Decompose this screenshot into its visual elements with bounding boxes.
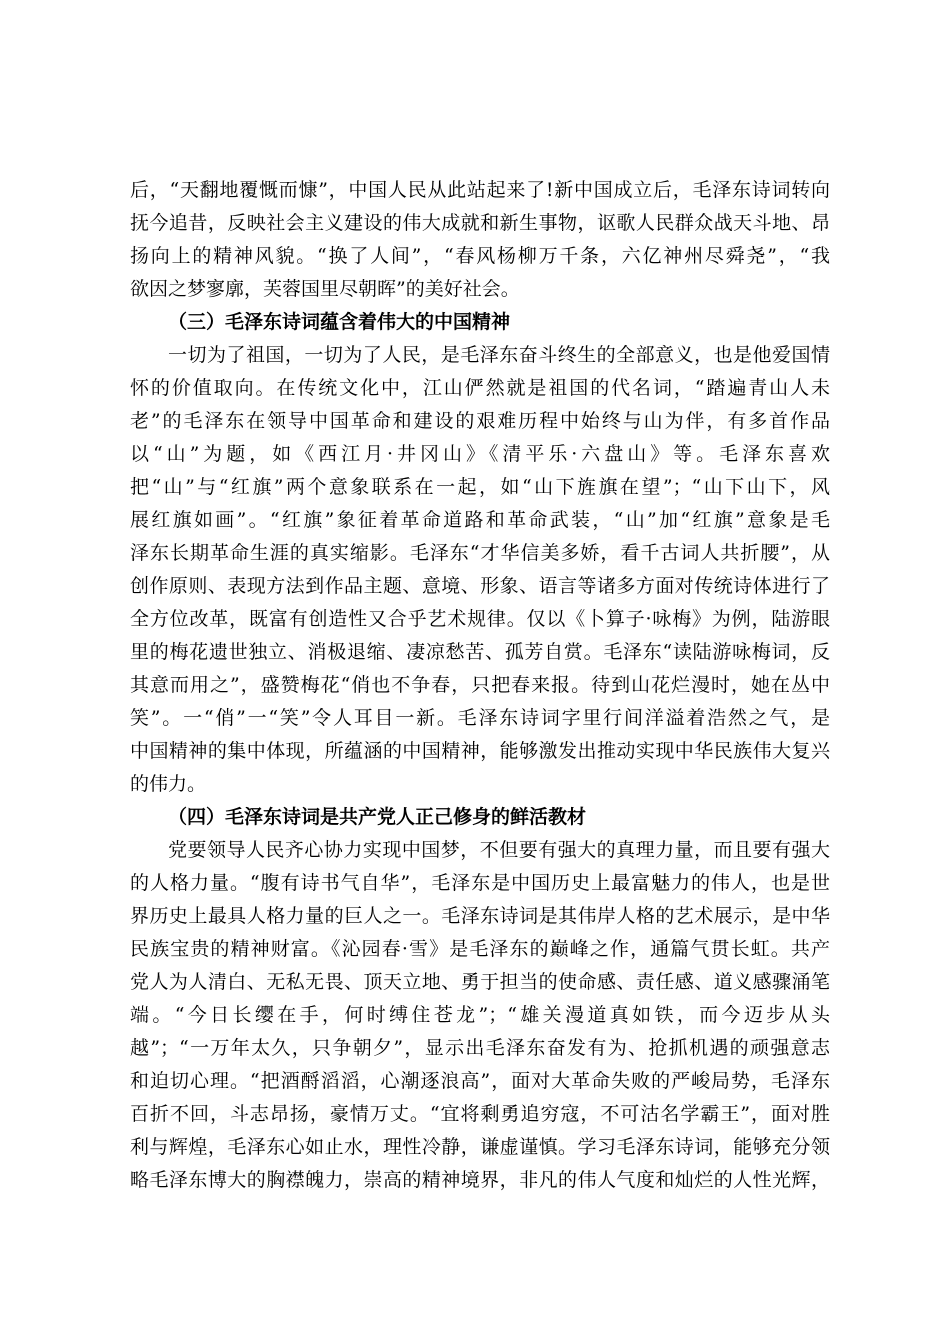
text-line: 的伟力。 (130, 773, 207, 795)
text-line: 其意而用之”，盛赞梅花“俏也不争春，只把春来报。待到山花烂漫时，她在丛中 (130, 674, 830, 696)
text-line: 百折不回，斗志昂扬，豪情万丈。“宜将剩勇追穷寇，不可沽名学霸王”，面对胜 (130, 1103, 830, 1125)
text-line: 民族宝贵的精神财富。《沁园春·雪》是毛泽东的巅峰之作，通篇气贯长虹。共产 (130, 938, 830, 960)
text-line: 笑”。一“俏”一“笑”令人耳目一新。毛泽东诗词字里行间洋溢着浩然之气，是 (130, 707, 830, 729)
text-line: 越”；“一万年太久，只争朝夕”，显示出毛泽东奋发有为、抢抓机遇的顽强意志 (130, 1037, 830, 1059)
text-line: 略毛泽东博大的胸襟魄力，崇高的精神境界，非凡的伟人气度和灿烂的人性光辉， (130, 1169, 830, 1191)
text-line: 创作原则、表现方法到作品主题、意境、形象、语言等诸多方面对传统诗体进行了 (130, 575, 830, 597)
text-line: 里的梅花遗世独立、消极退缩、凄凉愁苦、孤芳自赏。毛泽东“读陆游咏梅词，反 (130, 641, 830, 663)
text-line: 中国精神的集中体现，所蕴涵的中国精神，能够激发出推动实现中华民族伟大复兴 (130, 740, 830, 762)
text-line: 抚今追昔，反映社会主义建设的伟大成就和新生事物，讴歌人民群众战天斗地、昂 (130, 212, 830, 234)
text-line: 利与辉煌，毛泽东心如止水，理性冷静，谦虚谨慎。学习毛泽东诗词，能够充分领 (130, 1136, 830, 1158)
text-line: 的人格力量。“腹有诗书气自华”，毛泽东是中国历史上最富魅力的伟人，也是世 (130, 872, 830, 894)
text-line: 和迫切心理。“把酒酹滔滔，心潮逐浪高”，面对大革命失败的严峻局势，毛泽东 (130, 1070, 830, 1092)
section-heading: （三）毛泽东诗词蕴含着伟大的中国精神 (168, 311, 511, 333)
text-line: 党人为人清白、无私无畏、顶天立地、勇于担当的使命感、责任感、道义感骤涌笔 (130, 971, 830, 993)
text-line: 欲因之梦寥廓，芙蓉国里尽朝晖”的美好社会。 (130, 278, 520, 300)
text-line: 泽东长期革命生涯的真实缩影。毛泽东“才华信美多娇，看千古词人共折腰”，从 (130, 542, 830, 564)
text-line: 展红旗如画”。“红旗”象征着革命道路和革命武装，“山”加“红旗”意象是毛 (130, 509, 830, 531)
text-line: 扬向上的精神风貌。“换了人间”，“春风杨柳万千条，六亿神州尽舜尧”，“我 (130, 245, 830, 267)
text-line: 怀的价值取向。在传统文化中，江山俨然就是祖国的代名词，“踏遍青山人未 (130, 377, 830, 399)
text-line: 党要领导人民齐心协力实现中国梦，不但要有强大的真理力量，而且要有强大 (168, 839, 830, 861)
text-line: 端。“今日长缨在手，何时缚住苍龙”；“雄关漫道真如铁，而今迈步从头 (130, 1004, 830, 1026)
text-line: 老”的毛泽东在领导中国革命和建设的艰难历程中始终与山为伴，有多首作品 (130, 410, 830, 432)
text-line: 一切为了祖国，一切为了人民，是毛泽东奋斗终生的全部意义，也是他爱国情 (168, 344, 830, 366)
text-line: 后，“天翻地覆慨而慷”，中国人民从此站起来了!新中国成立后，毛泽东诗词转向 (130, 179, 830, 201)
section-heading: （四）毛泽东诗词是共产党人正己修身的鲜活教材 (168, 806, 587, 828)
text-line: 以“山”为题，如《西江月·井冈山》《清平乐·六盘山》等。毛泽东喜欢 (130, 443, 830, 465)
text-line: 把“山”与“红旗”两个意象联系在一起，如“山下旌旗在望”；“山下山下，风 (130, 476, 830, 498)
text-line: 全方位改革，既富有创造性又合乎艺术规律。仅以《卜算子·咏梅》为例，陆游眼 (130, 608, 830, 630)
text-line: 界历史上最具人格力量的巨人之一。毛泽东诗词是其伟岸人格的艺术展示，是中华 (130, 905, 830, 927)
